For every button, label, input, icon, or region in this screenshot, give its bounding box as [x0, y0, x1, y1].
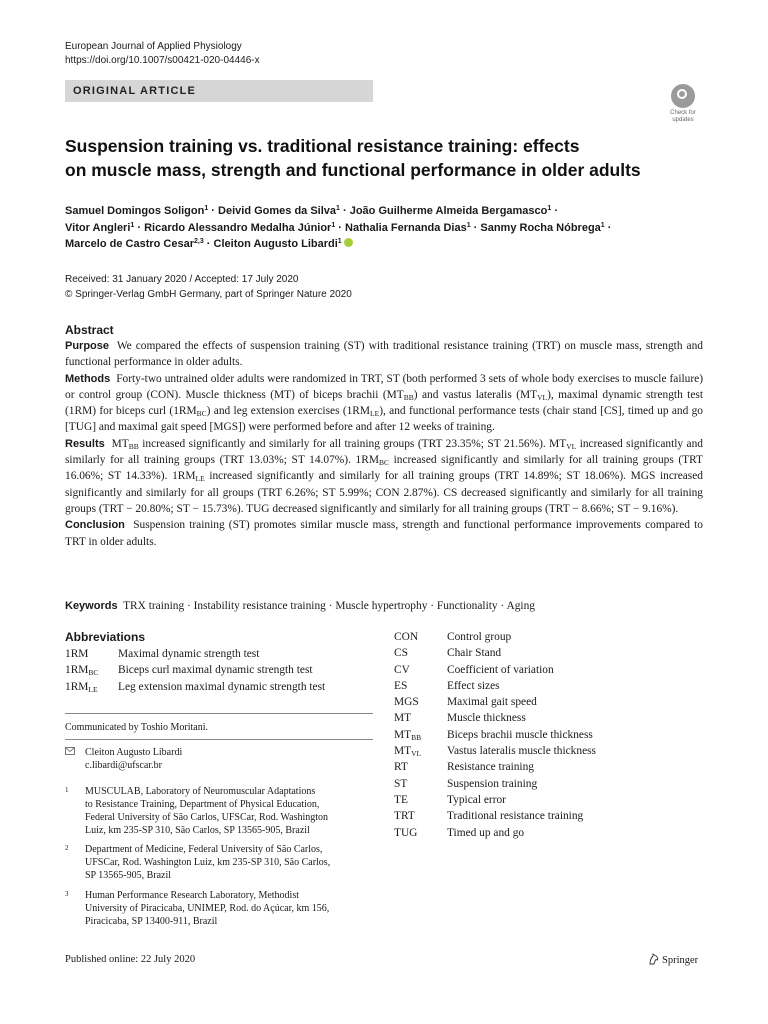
- author-affiliation: 1: [331, 221, 336, 229]
- affiliation-line: Department of Medicine, Federal University of São Carlos,: [85, 844, 323, 855]
- affiliation-3: [65, 889, 385, 928]
- subscript: BB: [403, 392, 414, 402]
- abbreviation-definition: Biceps curl maximal dynamic strength test: [118, 664, 313, 677]
- author-list: [65, 203, 715, 253]
- abbreviation-definition: Control group: [447, 631, 512, 643]
- abstract-methods: [65, 371, 703, 436]
- abbreviation-term: [394, 678, 447, 694]
- subscript: VL: [566, 441, 577, 451]
- affiliation-line: University of Piracicaba, UNIMEP, Rod. do Açúcar, km 156,: [85, 903, 330, 914]
- abbreviation-row: [394, 792, 596, 808]
- abbreviation-row: [394, 678, 596, 694]
- abstract-heading: Abstract: [65, 323, 114, 337]
- check-updates-icon: [671, 84, 695, 108]
- abbreviation-term: [394, 808, 447, 824]
- abbreviation-row: [394, 662, 596, 678]
- copyright: © Springer-Verlag GmbH Germany, part of Springer Nature 2020: [65, 288, 352, 300]
- contact-name: Cleiton Augusto Libardi: [85, 747, 183, 758]
- affiliation-number: 3: [65, 890, 69, 898]
- abbreviation-term: [65, 679, 118, 695]
- abbreviation-term-text: CON: [394, 631, 419, 643]
- abbreviation-definition: Vastus lateralis muscle thickness: [447, 745, 596, 758]
- abbreviation-row: [394, 776, 596, 792]
- abbreviation-term-text: TUG: [394, 826, 418, 839]
- springer-horse-icon: [648, 953, 660, 965]
- envelope-icon: [65, 747, 75, 755]
- abbreviation-row: [65, 662, 325, 678]
- abbreviation-term: [65, 662, 118, 678]
- abstract-body: [65, 338, 703, 550]
- author-name[interactable]: Marcelo de Castro Cesar: [65, 238, 194, 250]
- results-text: MT: [111, 437, 129, 450]
- contact-email[interactable]: c.libardi@ufscar.br: [85, 760, 162, 771]
- author-name[interactable]: Ricardo Alessandro Medalha Júnior: [144, 221, 332, 234]
- title-line2: on muscle mass, strength and functional performance in older adults: [65, 160, 641, 180]
- author-line1: [65, 203, 715, 220]
- methods-text: ) and vastus lateralis (MT: [413, 388, 538, 401]
- abbreviation-term-text: 1RM: [65, 664, 89, 677]
- affiliation-line: SP 13565-905, Brazil: [85, 870, 172, 881]
- abbreviation-term-text: 1RM: [65, 680, 89, 693]
- article-type-banner: [65, 80, 373, 102]
- abbreviation-term-text: CS: [394, 647, 408, 660]
- affiliation-line: MUSCULAB, Laboratory of Neuromuscular Adaptations: [85, 786, 316, 797]
- affiliation-2: [65, 843, 385, 882]
- results-text: increased significantly and similarly for all training groups (TRT 16.06%; ST 14.33%). 1RM: [65, 454, 703, 483]
- abbreviation-term: [394, 710, 447, 726]
- title-line1: Suspension training vs. traditional resistance training: effects: [65, 136, 580, 156]
- author-affiliation: 1: [204, 205, 209, 212]
- author-affiliation: 2,3: [194, 238, 204, 245]
- abbreviation-term-text: RT: [394, 761, 408, 774]
- abbreviation-term: [394, 629, 447, 645]
- author-separator: ·: [604, 221, 612, 234]
- badge-line2: updates: [672, 117, 694, 123]
- results-text: increased significantly and similarly for all training groups (TRT 13.03%; ST 14.07%). 1RM: [65, 437, 703, 467]
- abbreviation-term-text: ES: [394, 679, 408, 692]
- abbreviations-left-column: [65, 646, 325, 695]
- author-affiliation: 1: [600, 221, 605, 229]
- purpose-text: We compared the effects of suspension training (ST) with traditional resistance training (TRT) on muscle mass, strength and functional performance in older adults.: [65, 340, 703, 369]
- abstract-results: [65, 436, 703, 517]
- abbreviation-term: [394, 662, 447, 678]
- doi-link[interactable]: https://doi.org/10.1007/s00421-020-04446-x: [65, 55, 260, 66]
- methods-text: Forty-two untrained older adults were randomized in TRT, ST (both performed 3 sets of whole body exercises to muscle failure) or control group (CON). Muscle thickness (MT) of biceps brachii (MT: [65, 372, 704, 401]
- author-name[interactable]: Cleiton Augusto Libardi: [213, 238, 338, 250]
- abbreviation-definition: Traditional resistance training: [447, 810, 584, 823]
- affiliation-number: 1: [65, 786, 69, 794]
- results-text: increased significantly and similarly for all training groups (TRT 23.35%; ST 21.56%). MT: [138, 437, 567, 450]
- abbreviation-term-text: MGS: [394, 696, 419, 709]
- abbreviation-row: [394, 743, 596, 759]
- affiliation-line: Luiz, km 235-SP 310, São Carlos, SP 13565-905, Brazil: [85, 825, 310, 836]
- footnote-divider: [65, 739, 373, 740]
- abbreviation-subscript: BB: [411, 732, 422, 742]
- author-affiliation: 1: [337, 238, 342, 245]
- methods-text: ), and functional performance tests (chair stand [CS], timed up and go [TUG] and maximal gait speed [MGS]) were performed before and after 12 weeks of training.: [65, 405, 704, 434]
- abbreviation-term: [394, 776, 447, 792]
- purpose-label: Purpose: [65, 340, 110, 352]
- author-name[interactable]: Sanmy Rocha Nóbrega: [480, 221, 601, 234]
- author-affiliation: 1: [336, 205, 340, 212]
- abbreviation-definition: Timed up and go: [447, 826, 525, 839]
- abbreviation-definition: Chair Stand: [447, 647, 502, 660]
- results-text: increased significantly and similarly for all training groups (TRT 14.89%; ST 18.06%). MGS increased significantly and similarly for all groups (TRT 6.26%; ST 5.99%; CON 2.87%). CS decreased significantly and similarly for all training groups (TRT − 20.80%; ST − 15.73%). TUG decreased significantly and similarly for all training groups (TRT − 8.66%; ST − 9.16%).: [65, 470, 703, 515]
- abstract-conclusion: [65, 517, 703, 550]
- author-name[interactable]: Nathalia Fernanda Dias: [345, 221, 467, 234]
- abbreviation-term: [394, 727, 447, 743]
- abbreviation-row: [65, 646, 325, 662]
- abbreviation-definition: Coefficient of variation: [447, 663, 554, 676]
- subscript: BC: [378, 458, 389, 468]
- abbreviation-term: [394, 759, 447, 775]
- abbreviation-row: [394, 759, 596, 775]
- article-type-label: ORIGINAL ARTICLE: [73, 85, 197, 97]
- author-line3: [65, 236, 715, 253]
- abbreviation-row: [65, 679, 325, 695]
- abbreviation-subscript: VL: [411, 749, 422, 759]
- abbreviation-term: [394, 743, 447, 759]
- author-name[interactable]: João Guilherme Almeida Bergamasco: [349, 205, 548, 217]
- abbreviations-heading: Abbreviations: [65, 630, 146, 644]
- badge-line1: Check for: [670, 110, 696, 116]
- orcid-icon[interactable]: [344, 238, 353, 247]
- abbreviation-definition: Leg extension maximal dynamic strength test: [118, 680, 326, 693]
- abbreviation-term-text: ST: [394, 777, 408, 790]
- abbreviation-row: [394, 808, 596, 824]
- affiliation-line: Human Performance Research Laboratory, Methodist: [85, 890, 299, 901]
- author-name[interactable]: Vitor Angleri: [65, 221, 131, 234]
- keywords-label: Keywords: [65, 600, 118, 612]
- abbreviation-term-text: 1RM: [65, 648, 89, 660]
- abbreviation-definition: Suspension training: [447, 777, 538, 790]
- abbreviation-row: [394, 629, 596, 645]
- abbreviation-term: [394, 694, 447, 710]
- affiliation-number: 2: [65, 844, 69, 852]
- abbreviation-term: [394, 825, 447, 841]
- abbreviation-term: [65, 646, 118, 662]
- received-accepted: Received: 31 January 2020 / Accepted: 17 July 2020: [65, 274, 299, 285]
- author-separator: ·: [208, 205, 219, 217]
- abbreviation-definition: Typical error: [447, 793, 506, 806]
- abbreviation-definition: Muscle thickness: [447, 712, 526, 725]
- affiliation-line: to Resistance Training, Department of Physical Education,: [85, 799, 320, 810]
- abbreviation-term-text: CV: [394, 663, 410, 676]
- abbreviation-definition: Resistance training: [447, 761, 534, 774]
- abbreviation-row: [394, 727, 596, 743]
- abbreviation-definition: Biceps brachii muscle thickness: [447, 728, 593, 741]
- keywords-text: TRX training · Instability resistance training · Muscle hypertrophy · Functionality · Aging: [123, 600, 535, 612]
- author-separator: ·: [203, 238, 214, 250]
- publisher-name: Springer: [662, 955, 699, 966]
- abbreviation-definition: Effect sizes: [447, 679, 500, 692]
- author-separator: ·: [339, 205, 350, 217]
- methods-label: Methods: [65, 372, 111, 385]
- article-dates: [65, 273, 352, 302]
- footnote-divider: [65, 713, 373, 714]
- author-separator: ·: [551, 205, 559, 217]
- abbreviation-row: [394, 825, 596, 841]
- abbreviation-row: [394, 645, 596, 661]
- abbreviation-subscript: LE: [88, 684, 98, 694]
- conclusion-label: Conclusion: [65, 519, 125, 532]
- author-affiliation: 1: [466, 221, 471, 229]
- methods-text: ) and leg extension exercises (1RM: [206, 405, 371, 418]
- subscript: VL: [537, 392, 548, 402]
- author-separator: ·: [134, 221, 145, 234]
- affiliation-1: [65, 785, 385, 837]
- abstract-purpose: [65, 338, 703, 371]
- corresponding-author: [65, 746, 182, 772]
- communicated-by: Communicated by Toshio Moritani.: [65, 722, 208, 733]
- check-for-updates-badge[interactable]: [662, 84, 704, 126]
- abbreviation-definition: Maximal gait speed: [447, 696, 537, 709]
- abbreviation-term: [394, 792, 447, 808]
- affiliation-line: UFSCar, Rod. Washington Luiz, km 235-SP 310, São Carlos,: [85, 857, 331, 868]
- affiliation-line: Piracicaba, SP 13400-911, Brazil: [85, 916, 218, 927]
- results-label: Results: [65, 437, 105, 450]
- abbreviation-subscript: BC: [88, 668, 99, 678]
- subscript: LE: [195, 474, 205, 484]
- conclusion-text: Suspension training (ST) promotes similar muscle mass, strength and functional performance improvements compared to TRT in older adults.: [65, 519, 703, 548]
- author-name[interactable]: Deivid Gomes da Silva: [218, 205, 337, 217]
- subscript: LE: [370, 409, 380, 419]
- abbreviation-row: [394, 694, 596, 710]
- affiliation-line: Federal University of São Carlos, UFSCar, Rod. Washington: [85, 812, 329, 823]
- article-title: [65, 134, 715, 182]
- abbreviation-term-text: MT: [394, 728, 412, 741]
- abbreviations-right-column: [394, 629, 596, 841]
- subscript: BB: [128, 441, 139, 451]
- abbreviation-term-text: MT: [394, 745, 412, 758]
- author-name[interactable]: Samuel Domingos Soligon: [65, 205, 205, 217]
- author-affiliation: 1: [547, 205, 552, 212]
- abbreviation-term-text: TRT: [394, 810, 415, 823]
- abbreviation-row: [394, 710, 596, 726]
- keywords: [65, 598, 705, 614]
- author-separator: ·: [335, 221, 346, 234]
- methods-text: ), maximal dynamic strength test (1RM) for biceps curl (1RM: [65, 388, 703, 418]
- author-separator: ·: [470, 221, 481, 234]
- published-online: Published online: 22 July 2020: [65, 954, 196, 965]
- author-affiliation: 1: [130, 221, 135, 229]
- abbreviation-term-text: MT: [394, 712, 412, 725]
- abbreviation-definition: Maximal dynamic strength test: [118, 648, 260, 660]
- abbreviation-term: [394, 645, 447, 661]
- subscript: BC: [196, 409, 207, 419]
- abbreviation-term-text: TE: [394, 793, 408, 806]
- journal-name: European Journal of Applied Physiology: [65, 41, 242, 52]
- publisher-logo: [648, 953, 698, 968]
- author-line2: [65, 220, 715, 237]
